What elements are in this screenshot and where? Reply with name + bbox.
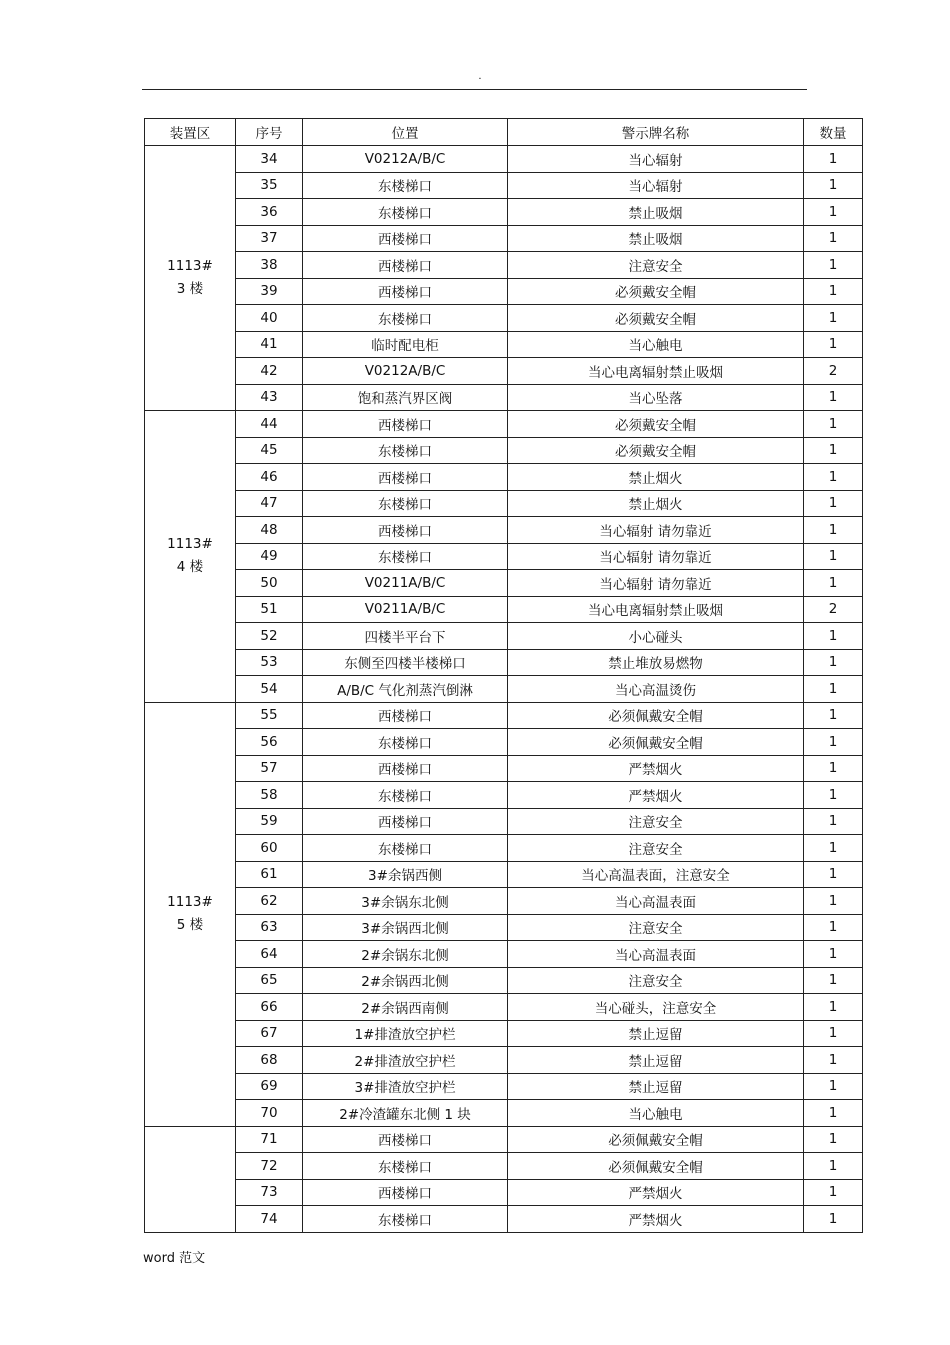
table-row — [145, 199, 863, 226]
location-cell: 西楼梯口 — [303, 252, 508, 279]
sign-name-cell: 当心辐射 — [508, 146, 804, 173]
number-cell: 71 — [236, 1126, 303, 1153]
table-row — [145, 225, 863, 252]
table-row — [145, 172, 863, 199]
table-row — [145, 305, 863, 332]
area-cell — [145, 411, 236, 703]
quantity-cell: 1 — [804, 914, 863, 941]
table-row — [145, 1153, 863, 1180]
table-row — [145, 411, 863, 438]
sign-name-cell: 当心高温表面 — [508, 888, 804, 915]
area-label: 4 楼 — [176, 559, 204, 576]
number-cell: 48 — [236, 517, 303, 544]
sign-name-cell: 必须佩戴安全帽 — [508, 1153, 804, 1180]
sign-name-cell: 当心辐射 — [508, 172, 804, 199]
sign-name-cell: 注意安全 — [508, 835, 804, 862]
table-row — [145, 437, 863, 464]
number-cell: 34 — [236, 146, 303, 173]
quantity-cell: 1 — [804, 146, 863, 173]
quantity-cell: 1 — [804, 437, 863, 464]
table-row — [145, 967, 863, 994]
sign-name-cell: 当心高温烫伤 — [508, 676, 804, 703]
sign-name-cell: 必须戴安全帽 — [508, 411, 804, 438]
quantity-cell: 1 — [804, 305, 863, 332]
location-cell: 西楼梯口 — [303, 225, 508, 252]
number-cell: 44 — [236, 411, 303, 438]
quantity-cell: 1 — [804, 384, 863, 411]
number-cell: 43 — [236, 384, 303, 411]
number-cell: 62 — [236, 888, 303, 915]
quantity-cell: 1 — [804, 411, 863, 438]
table-row — [145, 623, 863, 650]
sign-name-cell: 必须戴安全帽 — [508, 305, 804, 332]
quantity-cell: 2 — [804, 596, 863, 623]
location-cell: 东楼梯口 — [303, 543, 508, 570]
number-cell: 38 — [236, 252, 303, 279]
sign-name-cell: 严禁烟火 — [508, 782, 804, 809]
table-row — [145, 1126, 863, 1153]
table-row — [145, 490, 863, 517]
quantity-cell: 1 — [804, 729, 863, 756]
sign-name-cell: 严禁烟火 — [508, 1206, 804, 1233]
number-cell: 39 — [236, 278, 303, 305]
sign-name-cell: 禁止吸烟 — [508, 199, 804, 226]
table-header-row — [145, 119, 863, 146]
sign-name-cell: 当心电离辐射禁止吸烟 — [508, 596, 804, 623]
location-cell: 2#余锅西北侧 — [303, 967, 508, 994]
number-cell: 46 — [236, 464, 303, 491]
quantity-cell: 1 — [804, 994, 863, 1021]
number-cell: 74 — [236, 1206, 303, 1233]
header-rule — [142, 89, 807, 90]
number-cell: 65 — [236, 967, 303, 994]
location-cell: A/B/C 气化剂蒸汽倒淋 — [303, 676, 508, 703]
location-cell: 西楼梯口 — [303, 464, 508, 491]
number-cell: 49 — [236, 543, 303, 570]
location-cell: 西楼梯口 — [303, 755, 508, 782]
location-cell: 2#冷渣罐东北侧 1 块 — [303, 1100, 508, 1127]
number-cell: 68 — [236, 1047, 303, 1074]
number-cell: 53 — [236, 649, 303, 676]
quantity-cell: 1 — [804, 278, 863, 305]
number-cell: 51 — [236, 596, 303, 623]
number-cell: 70 — [236, 1100, 303, 1127]
location-cell: 2#余锅东北侧 — [303, 941, 508, 968]
header-sign-name: 警示牌名称 — [508, 119, 804, 146]
area-label: 3 楼 — [176, 281, 204, 297]
number-cell: 54 — [236, 676, 303, 703]
quantity-cell: 2 — [804, 358, 863, 385]
sign-name-cell: 禁止逗留 — [508, 1047, 804, 1074]
sign-name-cell: 禁止逗留 — [508, 1020, 804, 1047]
quantity-cell: 1 — [804, 835, 863, 862]
number-cell: 72 — [236, 1153, 303, 1180]
area-label: 5 楼 — [176, 917, 204, 933]
number-cell: 41 — [236, 331, 303, 358]
number-cell: 69 — [236, 1073, 303, 1100]
area-label: 1113# — [167, 536, 213, 553]
quantity-cell: 1 — [804, 225, 863, 252]
number-cell: 60 — [236, 835, 303, 862]
location-cell: 1#排渣放空护栏 — [303, 1020, 508, 1047]
table-row — [145, 1100, 863, 1127]
quantity-cell: 1 — [804, 1100, 863, 1127]
area-cell — [145, 1126, 236, 1232]
warning-sign-table — [144, 118, 863, 1233]
table-row — [145, 1206, 863, 1233]
table-row — [145, 384, 863, 411]
number-cell: 67 — [236, 1020, 303, 1047]
number-cell: 56 — [236, 729, 303, 756]
number-cell: 73 — [236, 1179, 303, 1206]
number-cell: 35 — [236, 172, 303, 199]
sign-name-cell: 注意安全 — [508, 967, 804, 994]
quantity-cell: 1 — [804, 517, 863, 544]
table-row — [145, 835, 863, 862]
number-cell: 57 — [236, 755, 303, 782]
table-row — [145, 1020, 863, 1047]
sign-name-cell: 注意安全 — [508, 914, 804, 941]
sign-name-cell: 必须戴安全帽 — [508, 278, 804, 305]
number-cell: 64 — [236, 941, 303, 968]
table-row — [145, 782, 863, 809]
sign-name-cell: 必须佩戴安全帽 — [508, 729, 804, 756]
table-row — [145, 331, 863, 358]
location-cell: 东楼梯口 — [303, 172, 508, 199]
quantity-cell: 1 — [804, 252, 863, 279]
table-row — [145, 464, 863, 491]
location-cell: 东楼梯口 — [303, 782, 508, 809]
area-cell — [145, 702, 236, 1126]
location-cell: 西楼梯口 — [303, 1126, 508, 1153]
number-cell: 50 — [236, 570, 303, 597]
table-row — [145, 861, 863, 888]
number-cell: 36 — [236, 199, 303, 226]
location-cell: V0211A/B/C — [303, 570, 508, 597]
sign-name-cell: 当心碰头，注意安全 — [508, 994, 804, 1021]
location-cell: 西楼梯口 — [303, 1179, 508, 1206]
table-row — [145, 1179, 863, 1206]
header-quantity: 数量 — [804, 119, 863, 146]
quantity-cell: 1 — [804, 755, 863, 782]
header-dot: . — [478, 71, 482, 82]
quantity-cell: 1 — [804, 888, 863, 915]
table-row — [145, 888, 863, 915]
location-cell: 西楼梯口 — [303, 411, 508, 438]
quantity-cell: 1 — [804, 464, 863, 491]
location-cell: 东楼梯口 — [303, 1206, 508, 1233]
location-cell: 东侧至四楼半楼梯口 — [303, 649, 508, 676]
sign-name-cell: 禁止逗留 — [508, 1073, 804, 1100]
table-row — [145, 702, 863, 729]
location-cell: V0212A/B/C — [303, 146, 508, 173]
table-row — [145, 676, 863, 703]
number-cell: 47 — [236, 490, 303, 517]
table-row — [145, 252, 863, 279]
number-cell: 37 — [236, 225, 303, 252]
location-cell: 西楼梯口 — [303, 278, 508, 305]
sign-name-cell: 禁止烟火 — [508, 464, 804, 491]
quantity-cell: 1 — [804, 490, 863, 517]
quantity-cell: 1 — [804, 331, 863, 358]
number-cell: 59 — [236, 808, 303, 835]
location-cell: 3#余锅西侧 — [303, 861, 508, 888]
quantity-cell: 1 — [804, 1047, 863, 1074]
table-row — [145, 914, 863, 941]
header-area: 装置区 — [145, 119, 236, 146]
location-cell: 西楼梯口 — [303, 808, 508, 835]
location-cell: V0212A/B/C — [303, 358, 508, 385]
number-cell: 45 — [236, 437, 303, 464]
header-number: 序号 — [236, 119, 303, 146]
location-cell: 3#余锅东北侧 — [303, 888, 508, 915]
table-row — [145, 755, 863, 782]
sign-name-cell: 当心辐射 请勿靠近 — [508, 570, 804, 597]
table-row — [145, 358, 863, 385]
quantity-cell: 1 — [804, 808, 863, 835]
location-cell: 东楼梯口 — [303, 305, 508, 332]
quantity-cell: 1 — [804, 676, 863, 703]
quantity-cell: 1 — [804, 570, 863, 597]
location-cell: 西楼梯口 — [303, 702, 508, 729]
quantity-cell: 1 — [804, 967, 863, 994]
quantity-cell: 1 — [804, 623, 863, 650]
table-row — [145, 517, 863, 544]
sign-name-cell: 当心高温表面，注意安全 — [508, 861, 804, 888]
sign-name-cell: 当心辐射 请勿靠近 — [508, 543, 804, 570]
sign-name-cell: 严禁烟火 — [508, 755, 804, 782]
sign-name-cell: 必须佩戴安全帽 — [508, 1126, 804, 1153]
sign-name-cell: 禁止吸烟 — [508, 225, 804, 252]
quantity-cell: 1 — [804, 702, 863, 729]
quantity-cell: 1 — [804, 199, 863, 226]
table-row — [145, 543, 863, 570]
quantity-cell: 1 — [804, 649, 863, 676]
location-cell: 西楼梯口 — [303, 517, 508, 544]
location-cell: 饱和蒸汽界区阀 — [303, 384, 508, 411]
sign-name-cell: 当心电离辐射禁止吸烟 — [508, 358, 804, 385]
quantity-cell: 1 — [804, 1179, 863, 1206]
table-row — [145, 1047, 863, 1074]
location-cell: 四楼半平台下 — [303, 623, 508, 650]
table-row — [145, 278, 863, 305]
sign-name-cell: 必须佩戴安全帽 — [508, 702, 804, 729]
footer-text: word 范文 — [143, 1251, 206, 1266]
table-row — [145, 146, 863, 173]
location-cell: 东楼梯口 — [303, 437, 508, 464]
table-row — [145, 570, 863, 597]
location-cell: 东楼梯口 — [303, 1153, 508, 1180]
quantity-cell: 1 — [804, 1206, 863, 1233]
location-cell: 东楼梯口 — [303, 835, 508, 862]
quantity-cell: 1 — [804, 861, 863, 888]
quantity-cell: 1 — [804, 1073, 863, 1100]
sign-name-cell: 注意安全 — [508, 252, 804, 279]
location-cell: 临时配电柜 — [303, 331, 508, 358]
table-row — [145, 729, 863, 756]
table-row — [145, 596, 863, 623]
location-cell: 东楼梯口 — [303, 490, 508, 517]
header-location: 位置 — [303, 119, 508, 146]
sign-name-cell: 禁止烟火 — [508, 490, 804, 517]
sign-name-cell: 当心触电 — [508, 331, 804, 358]
quantity-cell: 1 — [804, 1153, 863, 1180]
quantity-cell: 1 — [804, 172, 863, 199]
location-cell: V0211A/B/C — [303, 596, 508, 623]
number-cell: 61 — [236, 861, 303, 888]
quantity-cell: 1 — [804, 782, 863, 809]
sign-name-cell: 当心触电 — [508, 1100, 804, 1127]
area-label: 1113# — [167, 894, 213, 910]
table-row — [145, 1073, 863, 1100]
number-cell: 52 — [236, 623, 303, 650]
quantity-cell: 1 — [804, 941, 863, 968]
sign-name-cell: 注意安全 — [508, 808, 804, 835]
area-cell — [145, 146, 236, 411]
sign-name-cell: 当心高温表面 — [508, 941, 804, 968]
location-cell: 2#排渣放空护栏 — [303, 1047, 508, 1074]
location-cell: 3#余锅西北侧 — [303, 914, 508, 941]
number-cell: 66 — [236, 994, 303, 1021]
number-cell: 63 — [236, 914, 303, 941]
sign-name-cell: 严禁烟火 — [508, 1179, 804, 1206]
table-row — [145, 941, 863, 968]
area-label: 1113# — [167, 258, 213, 274]
quantity-cell: 1 — [804, 1126, 863, 1153]
location-cell: 东楼梯口 — [303, 729, 508, 756]
quantity-cell: 1 — [804, 1020, 863, 1047]
sign-name-cell: 当心坠落 — [508, 384, 804, 411]
location-cell: 3#排渣放空护栏 — [303, 1073, 508, 1100]
sign-name-cell: 小心碰头 — [508, 623, 804, 650]
table-row — [145, 994, 863, 1021]
number-cell: 40 — [236, 305, 303, 332]
sign-name-cell: 必须戴安全帽 — [508, 437, 804, 464]
location-cell: 东楼梯口 — [303, 199, 508, 226]
table-row — [145, 808, 863, 835]
location-cell: 2#余锅西南侧 — [303, 994, 508, 1021]
table-row — [145, 649, 863, 676]
number-cell: 55 — [236, 702, 303, 729]
number-cell: 58 — [236, 782, 303, 809]
quantity-cell: 1 — [804, 543, 863, 570]
table-body — [145, 146, 863, 1233]
number-cell: 42 — [236, 358, 303, 385]
sign-name-cell: 当心辐射 请勿靠近 — [508, 517, 804, 544]
sign-name-cell: 禁止堆放易燃物 — [508, 649, 804, 676]
